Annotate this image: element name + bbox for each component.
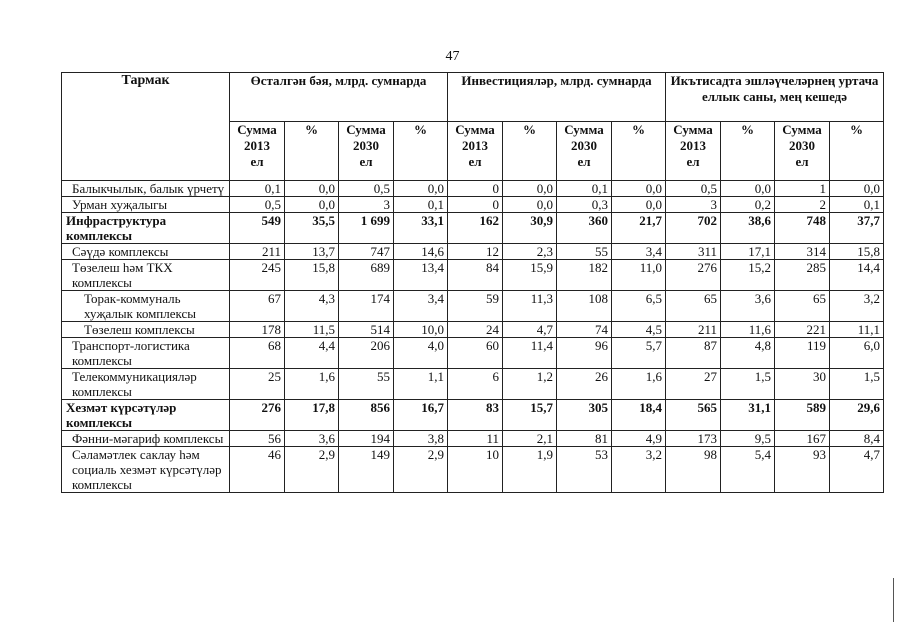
- value-cell: 4,4: [285, 338, 339, 369]
- page-number: 47: [445, 49, 460, 64]
- value-cell: 30: [775, 369, 830, 400]
- value-cell: 21,7: [612, 213, 666, 244]
- sub-header-text: Сумма: [346, 122, 386, 137]
- value-cell: 549: [230, 213, 285, 244]
- value-cell: 6,5: [612, 291, 666, 322]
- value-cell: 314: [775, 244, 830, 260]
- value-cell: 5,4: [721, 447, 775, 493]
- value-cell: 98: [666, 447, 721, 493]
- value-cell: 3,2: [612, 447, 666, 493]
- value-cell: 17,1: [721, 244, 775, 260]
- value-cell: 0: [448, 181, 503, 197]
- sub-header-text: 2013: [680, 138, 707, 153]
- value-cell: 4,8: [721, 338, 775, 369]
- table-body: [62, 181, 884, 493]
- value-cell: 174: [339, 291, 394, 322]
- value-cell: 194: [339, 431, 394, 447]
- value-cell: 221: [775, 322, 830, 338]
- sub-header-cell: [557, 122, 612, 181]
- sub-header-cell: [666, 122, 721, 181]
- value-cell: 3: [666, 197, 721, 213]
- table-row: [62, 181, 884, 197]
- value-cell: 285: [775, 260, 830, 291]
- value-cell: 6,0: [830, 338, 884, 369]
- value-cell: 24: [448, 322, 503, 338]
- value-cell: 6: [448, 369, 503, 400]
- sector-name: Сәүдә комплексы: [62, 244, 230, 260]
- value-cell: 60: [448, 338, 503, 369]
- value-cell: 167: [775, 431, 830, 447]
- value-cell: 55: [557, 244, 612, 260]
- sector-name: Сәламәтлек саклау һәм социаль хезмәт күрсәтүләр комплексы: [62, 447, 230, 493]
- value-cell: 11,3: [503, 291, 557, 322]
- sub-header-text: Сумма: [237, 122, 277, 137]
- value-cell: 1 699: [339, 213, 394, 244]
- table-row: [62, 447, 884, 493]
- binding-line: [893, 578, 894, 622]
- sub-header-cell: [448, 122, 503, 181]
- value-cell: 0,0: [394, 181, 448, 197]
- table-row: [62, 369, 884, 400]
- value-cell: 856: [339, 400, 394, 431]
- value-cell: 96: [557, 338, 612, 369]
- value-cell: 514: [339, 322, 394, 338]
- sub-header-cell: [775, 122, 830, 181]
- value-cell: 11,0: [612, 260, 666, 291]
- value-cell: 1,9: [503, 447, 557, 493]
- sub-header-text: %: [305, 122, 318, 137]
- value-cell: 3,6: [285, 431, 339, 447]
- sub-header-text: ел: [795, 154, 809, 169]
- value-cell: 10: [448, 447, 503, 493]
- sector-name: Хезмәт күрсәтүләр комплексы: [62, 400, 230, 431]
- sub-header-text: ел: [359, 154, 373, 169]
- value-cell: 9,5: [721, 431, 775, 447]
- sector-name: Балыкчылык, балык үрчетү: [62, 181, 230, 197]
- sub-header-text: %: [523, 122, 536, 137]
- value-cell: 747: [339, 244, 394, 260]
- value-cell: 211: [666, 322, 721, 338]
- sub-header-text: 2013: [244, 138, 270, 153]
- sub-header-text: Сумма: [564, 122, 604, 137]
- value-cell: 0,0: [503, 181, 557, 197]
- value-cell: 15,7: [503, 400, 557, 431]
- value-cell: 173: [666, 431, 721, 447]
- value-cell: 0: [448, 197, 503, 213]
- sub-header-cell: [339, 122, 394, 181]
- value-cell: 0,2: [721, 197, 775, 213]
- group-header-employees: Икътисадта эшләүчеләрнең уртача еллык саны, мең кешедә: [666, 73, 884, 122]
- sub-header-cell: [503, 122, 557, 181]
- value-cell: 15,8: [285, 260, 339, 291]
- table-row: [62, 260, 884, 291]
- value-cell: 30,9: [503, 213, 557, 244]
- value-cell: 14,6: [394, 244, 448, 260]
- table-row: [62, 213, 884, 244]
- value-cell: 3,6: [721, 291, 775, 322]
- value-cell: 74: [557, 322, 612, 338]
- value-cell: 1,5: [721, 369, 775, 400]
- value-cell: 206: [339, 338, 394, 369]
- sector-name: Төзелеш комплексы: [62, 322, 230, 338]
- value-cell: 16,7: [394, 400, 448, 431]
- value-cell: 1: [775, 181, 830, 197]
- value-cell: 56: [230, 431, 285, 447]
- value-cell: 12: [448, 244, 503, 260]
- value-cell: 2,3: [503, 244, 557, 260]
- value-cell: 689: [339, 260, 394, 291]
- sector-name: Торак-коммуналь хуҗалык комплексы: [62, 291, 230, 322]
- value-cell: 3,4: [394, 291, 448, 322]
- value-cell: 83: [448, 400, 503, 431]
- sub-header-text: %: [414, 122, 427, 137]
- value-cell: 0,0: [612, 181, 666, 197]
- sub-header-text: %: [632, 122, 645, 137]
- value-cell: 35,5: [285, 213, 339, 244]
- value-cell: 2,9: [394, 447, 448, 493]
- value-cell: 4,3: [285, 291, 339, 322]
- value-cell: 13,4: [394, 260, 448, 291]
- value-cell: 0,0: [612, 197, 666, 213]
- sub-header-text: Сумма: [673, 122, 713, 137]
- sub-header-cell: [830, 122, 884, 181]
- sub-header-text: ел: [468, 154, 482, 169]
- value-cell: 211: [230, 244, 285, 260]
- value-cell: 55: [339, 369, 394, 400]
- table-row: [62, 400, 884, 431]
- value-cell: 4,5: [612, 322, 666, 338]
- sub-header-text: ел: [250, 154, 264, 169]
- sub-header-cell: [394, 122, 448, 181]
- value-cell: 276: [230, 400, 285, 431]
- sector-column-header: Тармак: [62, 73, 230, 181]
- table-row: [62, 244, 884, 260]
- table-row: [62, 322, 884, 338]
- table-header: [62, 73, 884, 181]
- value-cell: 33,1: [394, 213, 448, 244]
- value-cell: 4,9: [612, 431, 666, 447]
- value-cell: 84: [448, 260, 503, 291]
- value-cell: 0,5: [230, 197, 285, 213]
- value-cell: 0,5: [666, 181, 721, 197]
- value-cell: 4,7: [503, 322, 557, 338]
- value-cell: 11,4: [503, 338, 557, 369]
- sub-header-text: 2013: [462, 138, 488, 153]
- value-cell: 360: [557, 213, 612, 244]
- value-cell: 65: [775, 291, 830, 322]
- sub-header-cell: [285, 122, 339, 181]
- value-cell: 53: [557, 447, 612, 493]
- sub-header-text: 2030: [789, 138, 816, 153]
- sub-header-text: %: [741, 122, 755, 137]
- sub-header-text: 2030: [353, 138, 379, 153]
- value-cell: 18,4: [612, 400, 666, 431]
- value-cell: 565: [666, 400, 721, 431]
- value-cell: 0,0: [503, 197, 557, 213]
- value-cell: 0,0: [285, 197, 339, 213]
- value-cell: 311: [666, 244, 721, 260]
- sub-header-cell: [721, 122, 775, 181]
- value-cell: 37,7: [830, 213, 884, 244]
- value-cell: 1,6: [285, 369, 339, 400]
- value-cell: 11,5: [285, 322, 339, 338]
- value-cell: 29,6: [830, 400, 884, 431]
- value-cell: 26: [557, 369, 612, 400]
- value-cell: 38,6: [721, 213, 775, 244]
- value-cell: 31,1: [721, 400, 775, 431]
- sector-name: Фәнни-мәгариф комплексы: [62, 431, 230, 447]
- value-cell: 3: [339, 197, 394, 213]
- value-cell: 2: [775, 197, 830, 213]
- value-cell: 25: [230, 369, 285, 400]
- sub-header-cell: [230, 122, 285, 181]
- table-row: [62, 197, 884, 213]
- value-cell: 245: [230, 260, 285, 291]
- table-row: [62, 338, 884, 369]
- value-cell: 15,9: [503, 260, 557, 291]
- value-cell: 119: [775, 338, 830, 369]
- sector-name: Инфраструктура комплексы: [62, 213, 230, 244]
- sub-header-text: 2030: [571, 138, 597, 153]
- value-cell: 81: [557, 431, 612, 447]
- value-cell: 0,1: [230, 181, 285, 197]
- value-cell: 93: [775, 447, 830, 493]
- sector-name: Урман хуҗалыгы: [62, 197, 230, 213]
- data-table: [61, 72, 884, 493]
- value-cell: 1,5: [830, 369, 884, 400]
- value-cell: 4,7: [830, 447, 884, 493]
- table-row: [62, 291, 884, 322]
- value-cell: 1,1: [394, 369, 448, 400]
- value-cell: 2,9: [285, 447, 339, 493]
- value-cell: 0,0: [830, 181, 884, 197]
- value-cell: 87: [666, 338, 721, 369]
- value-cell: 14,4: [830, 260, 884, 291]
- value-cell: 305: [557, 400, 612, 431]
- value-cell: 65: [666, 291, 721, 322]
- value-cell: 0,3: [557, 197, 612, 213]
- value-cell: 1,6: [612, 369, 666, 400]
- value-cell: 17,8: [285, 400, 339, 431]
- value-cell: 5,7: [612, 338, 666, 369]
- value-cell: 15,8: [830, 244, 884, 260]
- value-cell: 162: [448, 213, 503, 244]
- value-cell: 2,1: [503, 431, 557, 447]
- value-cell: 11,1: [830, 322, 884, 338]
- value-cell: 59: [448, 291, 503, 322]
- value-cell: 702: [666, 213, 721, 244]
- value-cell: 748: [775, 213, 830, 244]
- value-cell: 10,0: [394, 322, 448, 338]
- value-cell: 1,2: [503, 369, 557, 400]
- value-cell: 8,4: [830, 431, 884, 447]
- sector-name: Телекоммуникацияләр комплексы: [62, 369, 230, 400]
- value-cell: 276: [666, 260, 721, 291]
- value-cell: 4,0: [394, 338, 448, 369]
- value-cell: 67: [230, 291, 285, 322]
- sub-header-cell: [612, 122, 666, 181]
- sub-header-text: Сумма: [782, 122, 822, 137]
- table-row: [62, 431, 884, 447]
- group-header-investments: Инвестицияләр, млрд. сумнарда: [448, 73, 666, 122]
- value-cell: 0,5: [339, 181, 394, 197]
- sector-name: Төзелеш һәм ТКХ комплексы: [62, 260, 230, 291]
- value-cell: 0,0: [721, 181, 775, 197]
- value-cell: 13,7: [285, 244, 339, 260]
- value-cell: 589: [775, 400, 830, 431]
- value-cell: 0,1: [394, 197, 448, 213]
- value-cell: 68: [230, 338, 285, 369]
- sector-name: Транспорт-логистика комплексы: [62, 338, 230, 369]
- value-cell: 27: [666, 369, 721, 400]
- value-cell: 3,2: [830, 291, 884, 322]
- value-cell: 149: [339, 447, 394, 493]
- value-cell: 0,1: [557, 181, 612, 197]
- sub-header-text: %: [850, 122, 864, 137]
- value-cell: 182: [557, 260, 612, 291]
- sub-header-text: ел: [577, 154, 591, 169]
- sub-header-text: Сумма: [455, 122, 495, 137]
- value-cell: 3,8: [394, 431, 448, 447]
- value-cell: 0,1: [830, 197, 884, 213]
- value-cell: 0,0: [285, 181, 339, 197]
- value-cell: 11,6: [721, 322, 775, 338]
- value-cell: 15,2: [721, 260, 775, 291]
- value-cell: 178: [230, 322, 285, 338]
- value-cell: 11: [448, 431, 503, 447]
- value-cell: 3,4: [612, 244, 666, 260]
- value-cell: 108: [557, 291, 612, 322]
- group-header-value-added: Өсталгән бәя, млрд. сумнарда: [230, 73, 448, 122]
- value-cell: 46: [230, 447, 285, 493]
- sub-header-text: ел: [686, 154, 700, 169]
